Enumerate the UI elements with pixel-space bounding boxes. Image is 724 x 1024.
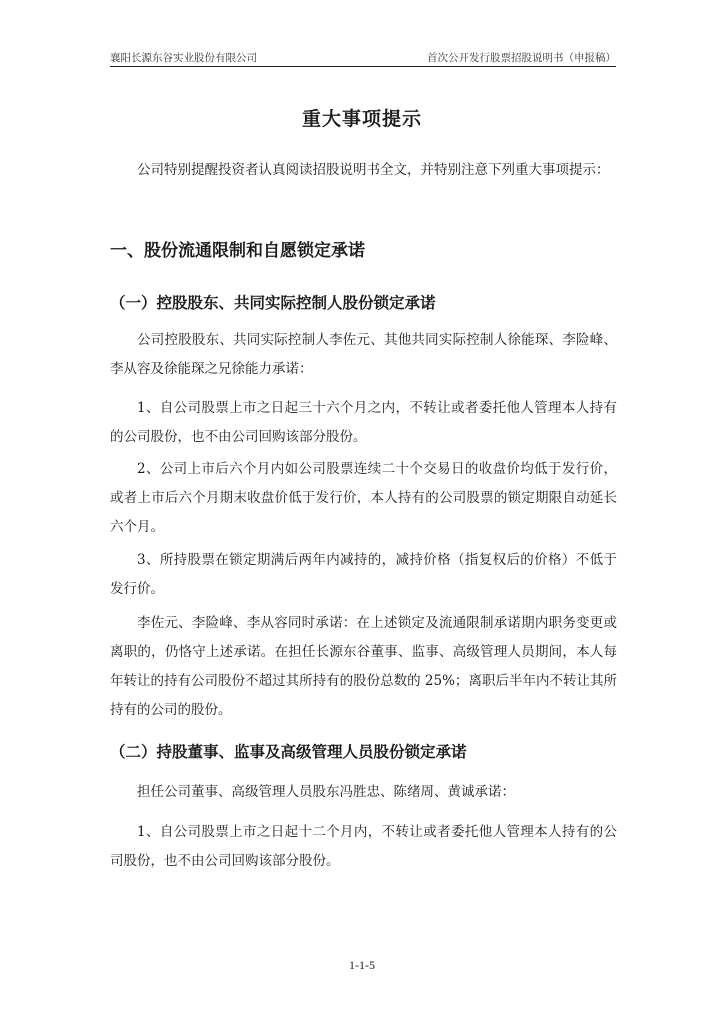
paragraph-item-3: 3、所持股票在锁定期满后两年内减持的，减持价格（指复权后的价格）不低于发行价。 [110,552,617,597]
paragraph-item-1: 1、自公司股票上市之日起三十六个月之内，不转让或者委托他人管理本人持有的公司股份，也不由公司回购该部分股份。 [110,400,617,445]
intro-paragraph: 公司特别提醒投资者认真阅读招股说明书全文，并特别注意下列重大事项提示： [137,162,610,178]
subsection-heading-controlling-shareholders: （一）控股股东、共同实际控制人股份锁定承诺 [110,294,436,312]
page-number: 1-1-5 [349,958,375,972]
paragraph-item-2: 2、公司上市后六个月内如公司股票连续二十个交易日的收盘价均低于发行价，或者上市后六个月期末收盘价低于发行价，本人持有的公司股票的锁定期限自动延长六个月。 [110,461,617,535]
page-header [110,48,616,67]
header-document-title: 首次公开发行股票招股说明书（申报稿） [427,52,616,64]
paragraph-director-parties: 担任公司董事、高级管理人员股东冯胜忠、陈绪周、黄诚承诺： [137,784,515,800]
header-company-name: 襄阳长源东谷实业股份有限公司 [110,52,257,64]
paragraph-additional-commitment: 李佐元、李险峰、李从容同时承诺：在上述锁定及流通限制承诺期内职务变更或离职的，仍恪守上述承诺。在担任长源东谷董事、监事、高级管理人员期间，本人每年转让的持有公司股份不超过其所持有的股份总数的 25%；离职后半年内不转让其所持有的公司的股份。 [110,615,617,718]
page-title: 重大事项提示 [301,108,422,130]
paragraph-director-item-1: 1、自公司股票上市之日起十二个月内，不转让或者委托他人管理本人持有的公司股份，也不由公司回购该部分股份。 [110,824,617,869]
subsection-heading-directors-executives: （二）持股董事、监事及高级管理人员股份锁定承诺 [110,743,467,761]
paragraph-commitment-parties: 公司控股股东、共同实际控制人李佐元、其他共同实际控制人徐能琛、李险峰、李从容及徐能琛之兄徐能力承诺： [110,332,617,377]
section-heading-share-lockup: 一、股份流通限制和自愿锁定承诺 [110,241,365,261]
